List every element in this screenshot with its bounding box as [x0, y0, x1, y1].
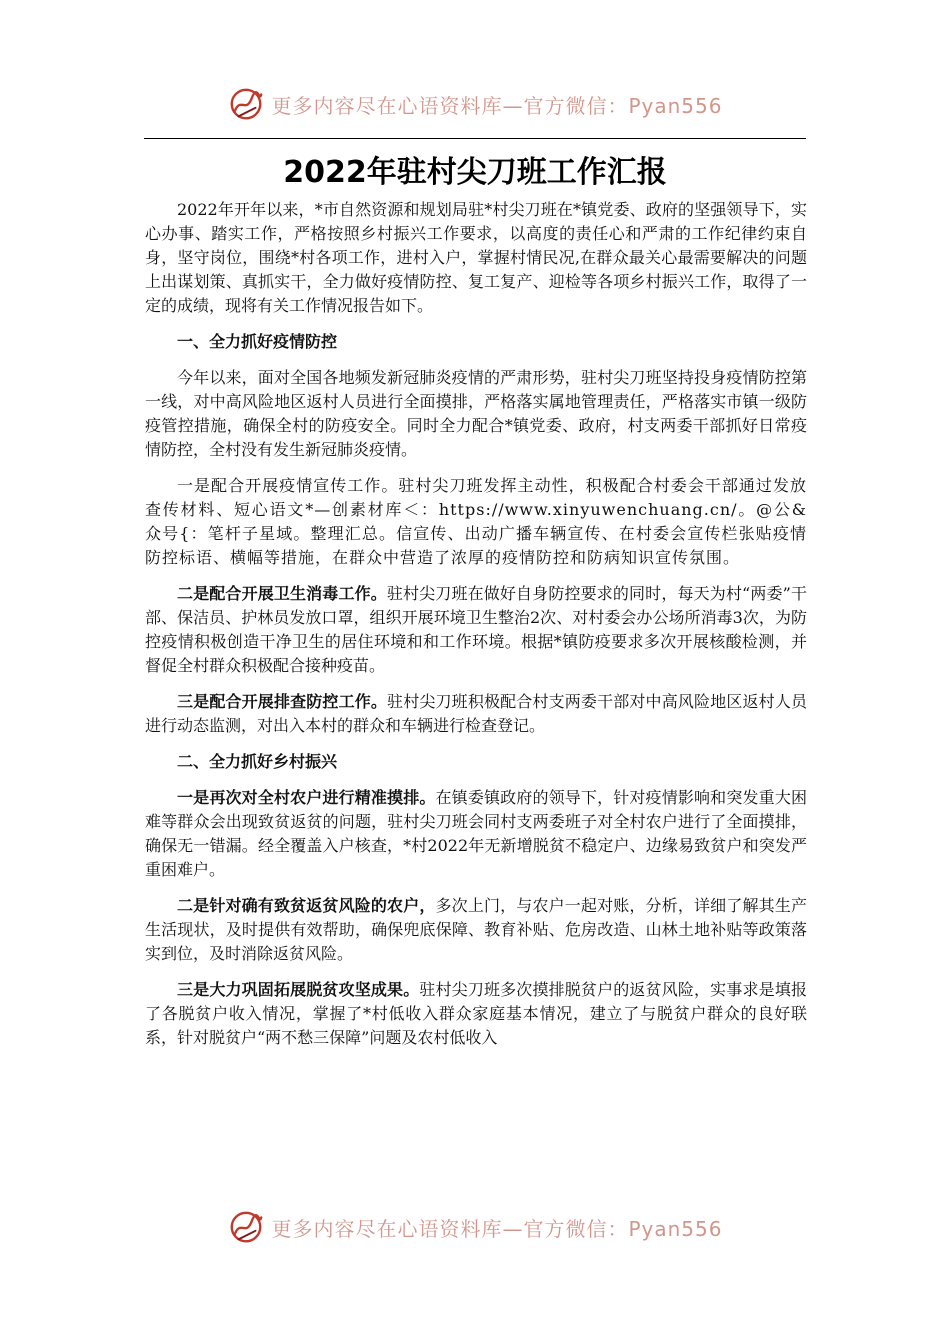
section1-item3-body: 驻村尖刀班积极配合村支两委干部对中高风险地区返村人员进行动态监测，对出入本村的群众和车辆进行检查登记。: [145, 692, 807, 735]
header-divider: [144, 138, 806, 139]
document-title: 2022年驻村尖刀班工作汇报: [283, 155, 667, 190]
section2-item3-lead: 三是大力巩固拓展脱贫攻坚成果。: [177, 980, 420, 999]
section2-item2: [145, 894, 807, 966]
section2-item3: [145, 978, 807, 1050]
section1-item2-body: 驻村尖刀班在做好自身防控要求的同时，每天为村“两委”干部、保洁员、护林员发放口罩，组织开展环境卫生整治2次、对村委会办公场所消毒3次，为防控疫情积极创造干净卫生的居住环境和和工作环境。根据*镇防疫要求多次开展核酸检测，并督促全村群众积极配合接种疫苗。: [145, 584, 807, 675]
section1-item2: [145, 582, 807, 678]
watermark-text-bottom: 更多内容尽在心语资料库—官方微信：Pyan556: [271, 1216, 723, 1241]
section-heading-2: 二、全力抓好乡村振兴: [177, 752, 338, 771]
watermark-text: 更多内容尽在心语资料库—官方微信：Pyan556: [271, 93, 723, 118]
watermark-banner-bottom: [0, 1205, 950, 1249]
section2-item3-body: 驻村尖刀班多次摸排脱贫户的返贫风险，实事求是填报了各脱贫户收入情况，掌握了*村低收入群众家庭基本情况，建立了与脱贫户群众的良好联系，针对脱贫户“两不愁三保障”问题及农村低收入: [145, 980, 807, 1047]
signature-pen-icon: [227, 1208, 265, 1246]
section1-item2-lead: 二是配合开展卫生消毒工作。: [177, 584, 387, 603]
section-heading-1: 一、全力抓好疫情防控: [177, 332, 338, 351]
section2-item1: [145, 786, 807, 882]
intro-paragraph: 2022年开年以来，*市自然资源和规划局驻*村尖刀班在*镇党委、政府的坚强领导下，实心办事、踏实工作，严格按照乡村振兴工作要求，以高度的责任心和严肃的工作纪律约束自身，坚守岗位，围绕*村各项工作，进村入户，掌握村情民况,在群众最关心最需要解决的问题上出谋划策、真抓实干，全力做好疫情防控、复工复产、迎检等各项乡村振兴工作，取得了一定的成绩，现将有关工作情况报告如下。: [145, 200, 807, 315]
section1-item3-lead: 三是配合开展排查防控工作。: [177, 692, 388, 711]
section2-item2-body: 多次上门，与农户一起对账，分析，详细了解其生产生活现状，及时提供有效帮助，确保兜底保障、教育补贴、危房改造、山林土地补贴等政策落实到位，及时消除返贫风险。: [145, 896, 807, 963]
watermark-banner-top: [0, 82, 950, 126]
signature-pen-icon: [227, 85, 265, 123]
section1-item1: 一是配合开展疫情宣传工作。驻村尖刀班发挥主动性，积极配合村委会干部通过发放查传材料、短心语文*—创素材库＜：https://www.xinyuwenchuang.cn/。@公&众号{：笔杆子星域。整理汇总。信宣传、出动广播车辆宣传、在村委会宣传栏张贴疫情防控标语、横幅等措施，在群众中营造了浓厚的疫情防控和防病知识宣传氛围。: [145, 476, 807, 567]
document-body: [145, 198, 807, 1050]
section2-item1-lead: 一是再次对全村农户进行精准摸排。: [177, 788, 436, 807]
section1-paragraph: 今年以来，面对全国各地频发新冠肺炎疫情的严肃形势，驻村尖刀班坚持投身疫情防控第一线，对中高风险地区返村人员进行全面摸排，严格落实属地管理责任，严格落实市镇一级防疫管控措施，确保全村的防疫安全。同时全力配合*镇党委、政府，村支两委干部抓好日常疫情防控，全村没有发生新冠肺炎疫情。: [145, 368, 807, 459]
section2-item1-body: 在镇委镇政府的领导下，针对疫情影响和突发重大困难等群众会出现致贫返贫的问题，驻村尖刀班会同村支两委班子对全村农户进行了全面摸排，确保无一错漏。经全覆盖入户核查，*村2022年无新增脱贫不稳定户、边缘易致贫户和突发严重困难户。: [145, 788, 807, 879]
section1-item3: [145, 690, 807, 738]
section2-item2-lead: 二是针对确有致贫返贫风险的农户，: [177, 896, 436, 915]
